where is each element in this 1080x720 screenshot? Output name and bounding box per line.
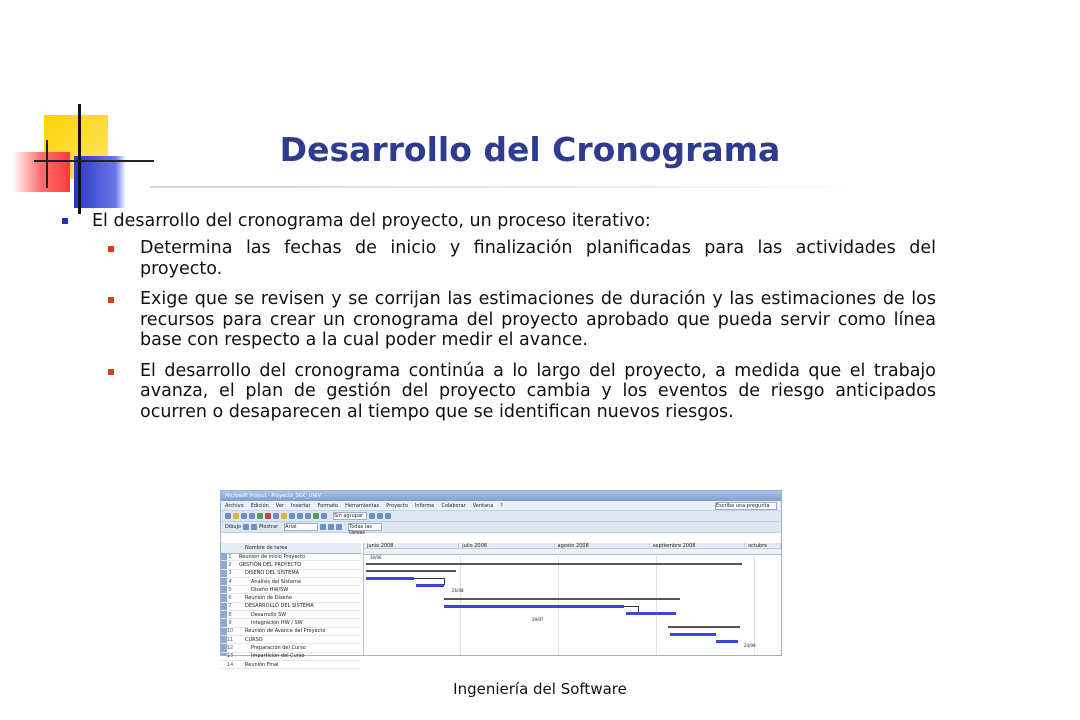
save-icon[interactable] xyxy=(241,513,247,519)
sub-bullet-square-icon xyxy=(108,297,114,303)
deco-blue-square xyxy=(74,156,126,208)
underline-icon[interactable] xyxy=(336,524,342,530)
table-row[interactable]: 8 Desarrollo SW xyxy=(221,611,361,619)
ms-menu-item[interactable]: Archivo xyxy=(225,502,244,509)
table-row[interactable]: 2 GESTIÓN DEL PROYECTO xyxy=(221,561,361,569)
ms-gantt-grid xyxy=(221,543,781,668)
sub-bullet xyxy=(106,289,936,351)
font-select[interactable]: Arial xyxy=(284,523,318,531)
ms-menu-item[interactable]: Formato xyxy=(317,502,339,509)
sub-bullet-text: El desarrollo del cronograma continúa a lo largo del proyecto, a medida que el trabajo avanza, el plan de gestión del proyecto cambia y los eventos de riesgo anticipados ocurren o desaparecen al tiempo que se identifican nuevos riesgos. xyxy=(140,360,936,422)
table-row[interactable]: 7 DESARROLLO DEL SISTEMA xyxy=(221,603,361,611)
task-bar[interactable] xyxy=(716,640,738,643)
table-row[interactable]: 3 DISEÑO DEL SISTEMA xyxy=(221,570,361,578)
ms-menu-item[interactable]: Proyecto xyxy=(386,502,408,509)
ms-menu-item[interactable]: Edición xyxy=(250,502,269,509)
bold-icon[interactable] xyxy=(320,524,326,530)
open-icon[interactable] xyxy=(233,513,239,519)
milestone-label: 29/07 xyxy=(532,617,544,622)
deco-horizontal-line xyxy=(34,160,154,162)
ms-timescale-days xyxy=(364,549,781,555)
slide-title: Desarrollo del Cronograma xyxy=(279,130,781,169)
sub-bullet-text: Determina las fechas de inicio y finalización planificadas para las actividades del proyecto. xyxy=(140,238,936,279)
sub-bullet-list xyxy=(106,238,936,422)
task-bar[interactable] xyxy=(366,577,414,580)
bullet-main-text: El desarrollo del cronograma del proyecto, un proceso iterativo: xyxy=(92,211,651,231)
ms-titlebar: Microsoft Project - Proyecto_SGC_UNIV xyxy=(221,491,781,501)
zoom-out-icon[interactable] xyxy=(377,513,383,519)
link-icon[interactable] xyxy=(297,513,303,519)
task-bar[interactable] xyxy=(626,612,676,615)
table-row[interactable]: 1 Reunión de inicio Proyecto xyxy=(221,553,361,561)
deco-vertical-line xyxy=(78,104,81,214)
undo-icon[interactable] xyxy=(289,513,295,519)
ms-menu-item[interactable]: Ver xyxy=(275,502,284,509)
ms-menubar xyxy=(221,501,781,511)
bullet-list xyxy=(58,210,936,432)
ms-task-rows xyxy=(221,553,361,669)
summary-bar[interactable] xyxy=(444,598,680,600)
table-row[interactable]: 9 Integración HW / SW xyxy=(221,619,361,627)
task-bar[interactable] xyxy=(416,584,444,587)
table-row[interactable]: 10 Reunión de Avance del Proyecto xyxy=(221,628,361,636)
ms-menu-item[interactable]: Ventana xyxy=(472,502,494,509)
ms-month-label: octubre xyxy=(745,543,781,548)
print-icon[interactable] xyxy=(249,513,255,519)
bullet-square-icon xyxy=(62,218,68,224)
sub-bullet xyxy=(106,238,936,279)
summary-bar[interactable] xyxy=(366,563,742,565)
ms-month-label: septiembre 2008 xyxy=(650,543,745,548)
table-row[interactable]: 4 Análisis del Sistema xyxy=(221,578,361,586)
gridline xyxy=(558,553,559,655)
slide-footer: Ingeniería del Software xyxy=(453,680,627,698)
zoom-in-icon[interactable] xyxy=(369,513,375,519)
ms-toolbar-2 xyxy=(221,522,781,536)
milestone-label: 24/09 xyxy=(744,643,756,648)
ms-month-label: junio 2008 xyxy=(364,543,459,548)
sub-bullet-square-icon xyxy=(108,369,114,375)
ms-toolbar xyxy=(221,511,781,522)
italic-icon[interactable] xyxy=(328,524,334,530)
copy-icon[interactable] xyxy=(273,513,279,519)
milestone-label: 26/08 xyxy=(452,588,464,593)
ms-draw-menu[interactable]: Dibujo xyxy=(225,524,242,530)
ms-gantt-chart xyxy=(363,543,781,655)
table-row[interactable]: 6 Reunión de Diseño xyxy=(221,594,361,602)
ms-month-label: julio 2008 xyxy=(459,543,554,548)
ms-menu-item[interactable]: Colaborar xyxy=(441,502,466,509)
deco-red-square xyxy=(12,152,70,192)
goto-task-icon[interactable] xyxy=(385,513,391,519)
spell-icon[interactable] xyxy=(257,513,263,519)
info-icon[interactable] xyxy=(321,513,327,519)
gridline xyxy=(460,553,461,655)
gridline xyxy=(656,553,657,655)
ms-help-input[interactable]: Escriba una pregunta xyxy=(715,502,777,510)
ms-menu-item[interactable]: ? xyxy=(500,502,503,509)
new-icon[interactable] xyxy=(225,513,231,519)
ms-column-header-label: Nombre de tarea xyxy=(245,545,288,551)
ms-month-label: agosto 2008 xyxy=(555,543,650,548)
ms-project-screenshot xyxy=(220,490,782,668)
ms-menu-item[interactable]: Herramientas xyxy=(345,502,380,509)
outdent-icon[interactable] xyxy=(251,524,257,530)
summary-bar[interactable] xyxy=(668,626,740,628)
ms-menu-item[interactable]: Insertar xyxy=(290,502,311,509)
task-bar[interactable] xyxy=(444,605,624,608)
table-row[interactable]: 14 Reunión Final xyxy=(221,661,361,669)
table-row[interactable]: 12 Preparación del Curso xyxy=(221,644,361,652)
table-row[interactable]: 11 CURSO xyxy=(221,636,361,644)
cut-icon[interactable] xyxy=(265,513,271,519)
sub-bullet-text: Exige que se revisen y se corrijan las estimaciones de duración y las estimaciones de los recursos para crear un cronograma del proyecto aprobado que pueda servir como línea base con respecto a la cual poder medir el avance. xyxy=(140,289,936,350)
indent-icon[interactable] xyxy=(243,524,249,530)
paste-icon[interactable] xyxy=(281,513,287,519)
split-icon[interactable] xyxy=(313,513,319,519)
title-underline xyxy=(150,186,870,188)
milestone-label: 30/06 xyxy=(370,555,382,560)
gridline xyxy=(754,553,755,655)
filter-select[interactable]: Todas las tareas xyxy=(348,523,382,531)
ms-menu-item[interactable]: Informe xyxy=(414,502,435,509)
ms-show-menu[interactable]: Mostrar xyxy=(259,524,279,530)
table-row[interactable]: 5 Diseño HW/SW xyxy=(221,586,361,594)
task-bar[interactable] xyxy=(670,633,716,636)
group-select[interactable]: Sin agrupar xyxy=(333,512,367,520)
sub-bullet xyxy=(106,361,936,423)
summary-bar[interactable] xyxy=(366,570,456,572)
table-row[interactable]: 13 Impartición del Curso xyxy=(221,653,361,661)
unlink-icon[interactable] xyxy=(305,513,311,519)
bullet-main xyxy=(58,210,936,232)
sub-bullet-square-icon xyxy=(108,246,114,252)
deco-vertical-line-2 xyxy=(46,140,48,188)
